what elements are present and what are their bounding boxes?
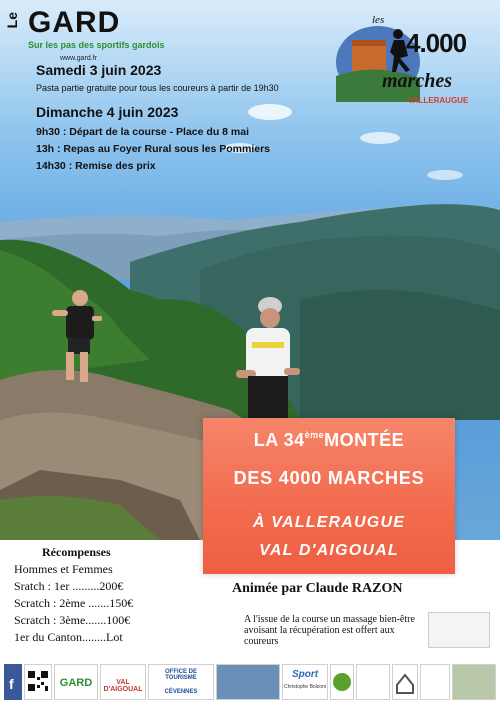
race-logo bbox=[334, 12, 474, 110]
prize-line: 1er du Canton........Lot bbox=[14, 630, 123, 644]
sponsor-logo-gard: GARD bbox=[54, 664, 98, 700]
prizes-title: Récompenses bbox=[42, 545, 111, 559]
sponsor-strip bbox=[0, 662, 500, 702]
sponsor-photo-2 bbox=[452, 664, 496, 700]
race-logo-les: les bbox=[372, 14, 385, 26]
prize-line: Hommes et Femmes bbox=[14, 562, 113, 576]
masseur-card-image bbox=[428, 612, 490, 648]
race-logo-word: marches bbox=[382, 70, 452, 92]
banner-line-2: DES 4000 MARCHES bbox=[233, 468, 425, 488]
facebook-icon bbox=[4, 664, 22, 700]
sponsor-logo-text-1 bbox=[356, 664, 390, 700]
sponsor-logo-text-2 bbox=[420, 664, 450, 700]
banner-line-4: VAL D'AIGOUAL bbox=[259, 542, 399, 559]
schedule-item: 14h30 : Remise des prix bbox=[36, 160, 156, 172]
pasta-party-text: Pasta partie gratuite pour tous les coureurs à partir de 19h30 bbox=[36, 83, 279, 93]
race-logo-number: 4.000 bbox=[406, 28, 467, 58]
prize-line: Sratch : 1er .........200€ bbox=[14, 579, 124, 593]
sponsor-logo-home bbox=[392, 664, 418, 700]
logo-prefix: Le bbox=[4, 12, 20, 29]
massage-text: A l'issue de la course un massage bien-être avoisant la récupération est offert aux coureurs bbox=[244, 614, 415, 647]
event-banner bbox=[203, 418, 455, 574]
sponsor-photo bbox=[216, 664, 280, 700]
sponsor-logo-val-daigoual: VAL D'AIGOUAL bbox=[100, 664, 146, 700]
sponsor-logo-green bbox=[330, 664, 354, 700]
banner-line-3: À VALLERAUGUE bbox=[252, 514, 406, 531]
svg-text:f: f bbox=[9, 676, 14, 692]
saturday-date: Samedi 3 juin 2023 bbox=[36, 62, 162, 78]
logo-main: GARD bbox=[28, 6, 121, 39]
logo-url: www.gard.fr bbox=[60, 55, 97, 62]
qr-code-icon bbox=[24, 664, 52, 700]
race-logo-place: VALLERAUGUE bbox=[408, 96, 469, 105]
sponsor-logo-office-tourisme: OFFICE DE TOURISME CÉVENNES bbox=[148, 664, 214, 700]
banner-line-1: LA 34èmeMONTÉE bbox=[253, 430, 405, 450]
sunday-date: Dimanche 4 juin 2023 bbox=[36, 104, 179, 120]
host-text: Animée par Claude RAZON bbox=[232, 581, 403, 596]
prize-line: Scratch : 3ème.......100€ bbox=[14, 613, 131, 627]
sponsor-logo-sport: Sport Christophe Bolzoni bbox=[282, 664, 328, 700]
le-gard-logo bbox=[4, 6, 204, 66]
logo-tagline: Sur les pas des sportifs gardois bbox=[28, 40, 165, 50]
prize-line: Scratch : 2ème .......150€ bbox=[14, 596, 134, 610]
schedule-item: 13h : Repas au Foyer Rural sous les Pommiers bbox=[36, 143, 271, 155]
schedule-item: 9h30 : Départ de la course - Place du 8 mai bbox=[36, 126, 249, 138]
